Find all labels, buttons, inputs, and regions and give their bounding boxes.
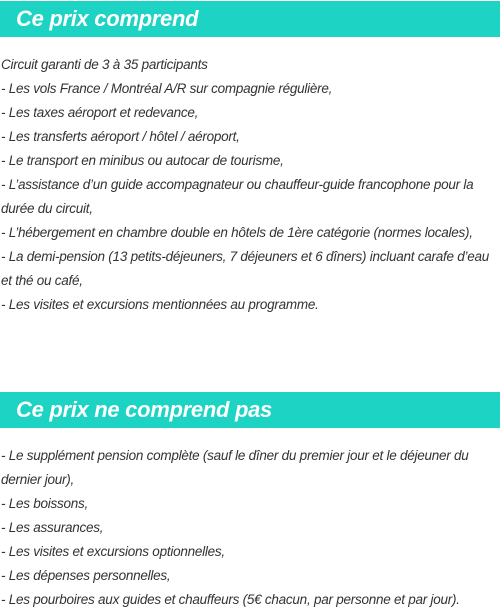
excludes-item: - Le supplément pension complète (sauf le dîner du premier jour et le déjeuner du dernier jour), [1, 448, 469, 487]
includes-item: - Les vols France / Montréal A/R sur compagnie régulière, [1, 81, 333, 96]
includes-item: - Le transport en minibus ou autocar de tourisme, [1, 153, 284, 168]
includes-item: Circuit garanti de 3 à 35 participants [1, 57, 208, 72]
excludes-section-title: Ce prix ne comprend pas [16, 397, 272, 422]
includes-item: - Les taxes aéroport et redevance, [1, 105, 199, 120]
includes-item: - L’assistance d’un guide accompagnateur ou chauffeur-guide francophone pour la durée du circuit, [1, 177, 474, 216]
includes-list [1, 53, 499, 317]
excludes-item: - Les dépenses personnelles, [1, 568, 171, 583]
includes-section-header [0, 1, 500, 37]
includes-section-title: Ce prix comprend [16, 6, 199, 31]
excludes-list [1, 444, 499, 612]
includes-item: - La demi-pension (13 petits-déjeuners, 7 déjeuners et 6 dîners) incluant carafe d’eau et thé ou café, [1, 249, 490, 288]
excludes-item: - Les assurances, [1, 520, 104, 535]
includes-item: - Les visites et excursions mentionnées au programme. [1, 297, 319, 312]
excludes-item: - Les boissons, [1, 496, 89, 511]
excludes-section-header [0, 392, 500, 428]
excludes-item: - Les visites et excursions optionnelles, [1, 544, 225, 559]
includes-item: - L’hébergement en chambre double en hôtels de 1ère catégorie (normes locales), [1, 225, 473, 240]
excludes-item: - Les pourboires aux guides et chauffeurs (5€ chacun, par personne et par jour). [1, 592, 460, 607]
includes-item: - Les transferts aéroport / hôtel / aéroport, [1, 129, 240, 144]
